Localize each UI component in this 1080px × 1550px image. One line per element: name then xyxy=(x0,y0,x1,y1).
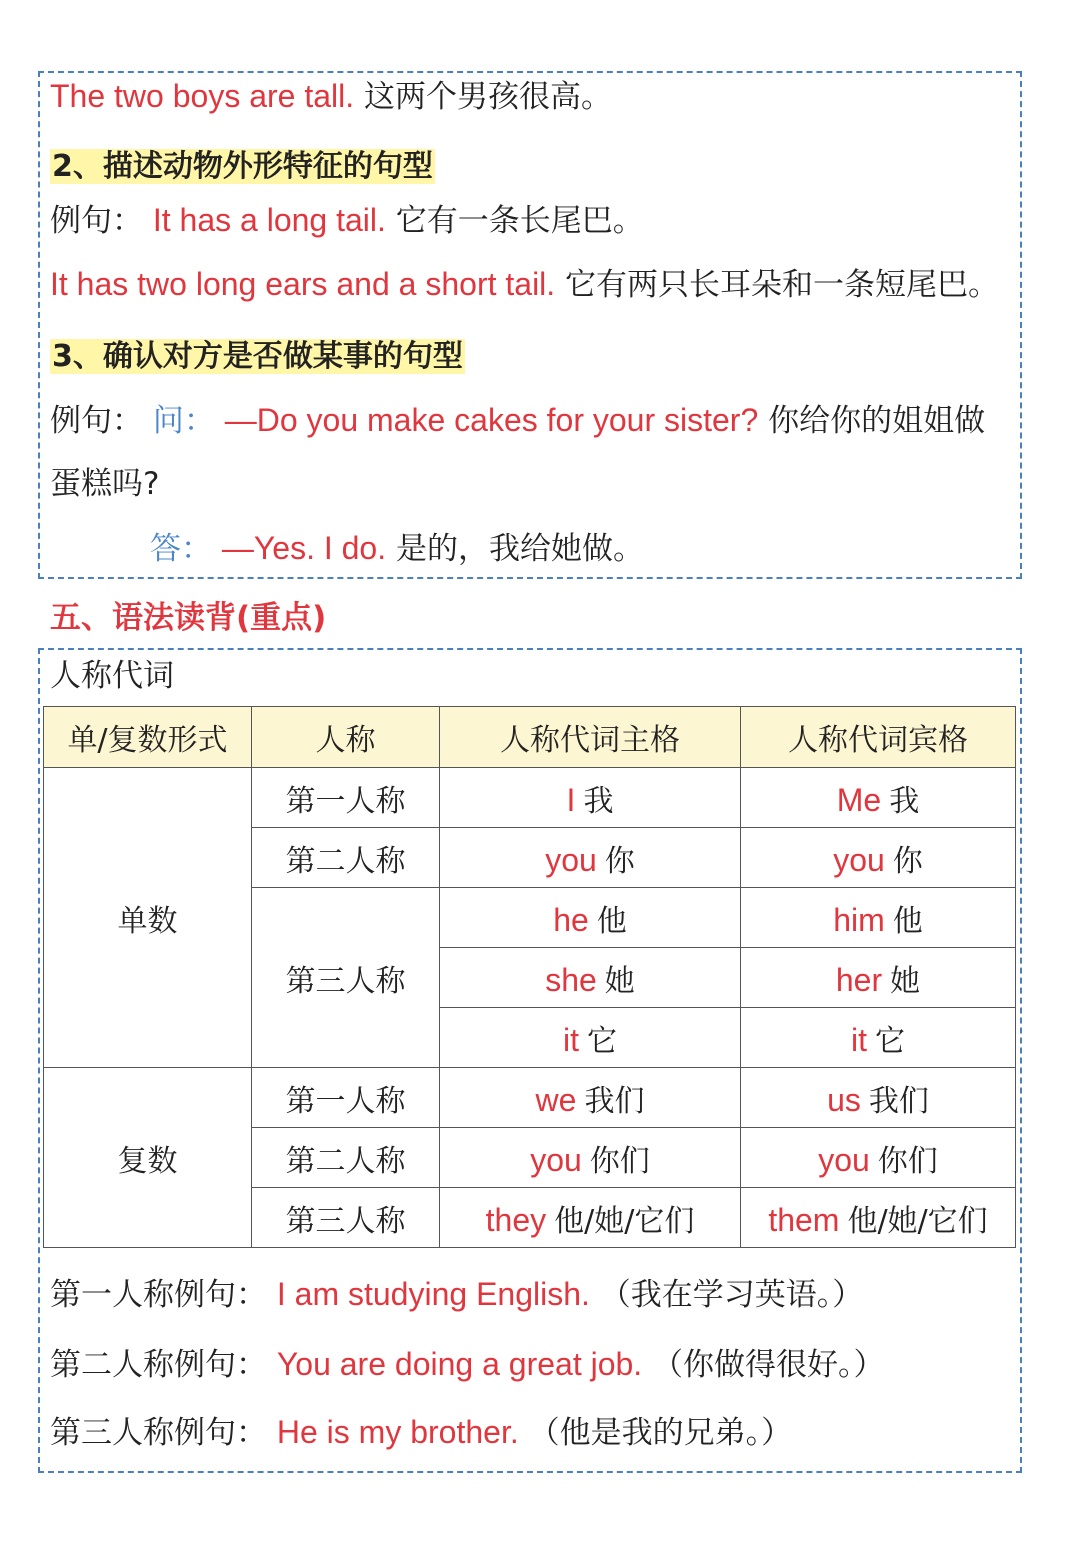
object-en: us xyxy=(827,1081,861,1118)
subtitle-personal-pronouns: 人称代词 xyxy=(50,658,174,694)
object-en: her xyxy=(835,961,883,998)
person-cell: 第三人称 xyxy=(252,1188,440,1248)
subject-en: they xyxy=(485,1201,547,1238)
subject-en: he xyxy=(553,901,589,938)
header-person: 人称 xyxy=(252,707,440,768)
object-cn: 我 xyxy=(889,783,920,819)
header-number: 单/复数形式 xyxy=(44,707,252,768)
english-sentence: The two boys are tall. xyxy=(50,78,355,114)
chinese-translation: 这两个男孩很高。 xyxy=(364,79,612,115)
english-sentence: I am studying English. xyxy=(276,1276,590,1312)
section-title-grammar: 五、语法读背(重点) xyxy=(50,600,327,636)
example-first-person xyxy=(50,1272,863,1317)
chinese-translation: （你做得很好。） xyxy=(652,1347,885,1383)
object-cell xyxy=(741,1188,1016,1248)
object-cn: 它 xyxy=(875,1023,905,1059)
subject-cn: 我 xyxy=(583,783,614,819)
object-en: you xyxy=(818,1141,870,1178)
subject-en: you xyxy=(545,841,597,878)
subject-cn: 他/她/它们 xyxy=(554,1203,695,1239)
object-cn: 他 xyxy=(892,903,923,939)
ask-label: 问： xyxy=(152,403,215,439)
object-en: them xyxy=(768,1201,840,1238)
example-line-tall xyxy=(50,74,612,119)
chinese-translation-cont: 蛋糕吗? xyxy=(50,466,160,502)
english-sentence: You are doing a great job. xyxy=(276,1346,643,1382)
chinese-translation: 它有一条长尾巴。 xyxy=(395,203,644,239)
subject-cell xyxy=(440,1068,741,1128)
subject-cn: 他 xyxy=(596,903,627,939)
object-cell xyxy=(741,1068,1016,1128)
example-label: 第三人称例句： xyxy=(50,1415,267,1451)
example-line-ears-tail xyxy=(50,262,999,307)
english-sentence: It has two long ears and a short tail. xyxy=(50,266,556,302)
example-line-long-tail xyxy=(50,198,644,243)
object-cn: 你们 xyxy=(877,1143,938,1179)
subject-en: we xyxy=(535,1081,577,1118)
english-answer: —Yes. I do. xyxy=(221,530,387,566)
person-cell: 第三人称 xyxy=(252,888,440,1068)
english-sentence: He is my brother. xyxy=(276,1414,519,1450)
subject-cn: 你 xyxy=(604,843,635,879)
example-label: 第一人称例句： xyxy=(50,1277,267,1313)
example-label: 例句： xyxy=(50,203,143,239)
chinese-translation: （他是我的兄弟。） xyxy=(528,1415,793,1451)
heading-confirm-action xyxy=(50,334,465,379)
table-header-row xyxy=(44,707,1016,768)
pronoun-table xyxy=(43,706,1016,1248)
object-en: it xyxy=(851,1021,867,1058)
person-cell: 第二人称 xyxy=(252,828,440,888)
example-third-person xyxy=(50,1410,792,1455)
heading-animal-features xyxy=(50,144,435,189)
person-cell: 第一人称 xyxy=(252,768,440,828)
object-cell xyxy=(741,888,1016,948)
chinese-translation: 是的，我给她做。 xyxy=(395,531,644,567)
table-row xyxy=(44,1068,1016,1128)
subject-cell xyxy=(440,1188,741,1248)
example-label: 例句： xyxy=(50,403,143,439)
object-en: Me xyxy=(836,781,882,818)
object-cn: 他/她/它们 xyxy=(847,1203,988,1239)
person-cell: 第一人称 xyxy=(252,1068,440,1128)
subject-cn: 你们 xyxy=(589,1143,650,1179)
object-cell xyxy=(741,1128,1016,1188)
subject-cell xyxy=(440,768,741,828)
subject-cn: 我们 xyxy=(584,1083,645,1119)
singular-label: 单数 xyxy=(44,768,252,1068)
subject-en: you xyxy=(530,1141,582,1178)
answer-label: 答： xyxy=(150,531,212,567)
object-cell xyxy=(741,1008,1016,1068)
subject-en: it xyxy=(563,1021,579,1058)
object-cell xyxy=(741,948,1016,1008)
english-sentence: It has a long tail. xyxy=(152,202,386,238)
question-line-continued xyxy=(50,462,159,506)
chinese-translation: 它有两只长耳朵和一条短尾巴。 xyxy=(565,267,1000,303)
table-row xyxy=(44,768,1016,828)
subject-en: I xyxy=(566,781,576,818)
object-cell xyxy=(741,828,1016,888)
object-cn: 我们 xyxy=(868,1083,929,1119)
header-object-case: 人称代词宾格 xyxy=(741,707,1016,768)
object-cn: 你 xyxy=(892,843,923,879)
object-en: him xyxy=(833,901,885,938)
header-subject-case: 人称代词主格 xyxy=(440,707,741,768)
answer-line xyxy=(150,526,644,571)
example-second-person xyxy=(50,1342,885,1387)
subject-cn: 它 xyxy=(587,1023,617,1059)
example-label: 第二人称例句： xyxy=(50,1347,267,1383)
highlighted-heading: 3、确认对方是否做某事的句型 xyxy=(52,339,463,374)
subject-en: she xyxy=(545,961,597,998)
subject-cell xyxy=(440,948,741,1008)
subject-cell xyxy=(440,828,741,888)
object-cell xyxy=(741,768,1016,828)
highlighted-heading: 2、描述动物外形特征的句型 xyxy=(52,149,433,184)
object-en: you xyxy=(833,841,885,878)
subject-cell xyxy=(440,1008,741,1068)
chinese-translation: （我在学习英语。） xyxy=(599,1277,864,1313)
plural-label: 复数 xyxy=(44,1068,252,1248)
subject-cell xyxy=(440,888,741,948)
question-line xyxy=(50,398,985,443)
subject-cell xyxy=(440,1128,741,1188)
english-question: —Do you make cakes for your sister? xyxy=(224,402,759,438)
chinese-translation: 你给你的姐姐做 xyxy=(768,403,986,439)
subject-cn: 她 xyxy=(604,963,635,999)
object-cn: 她 xyxy=(890,963,921,999)
person-cell: 第二人称 xyxy=(252,1128,440,1188)
